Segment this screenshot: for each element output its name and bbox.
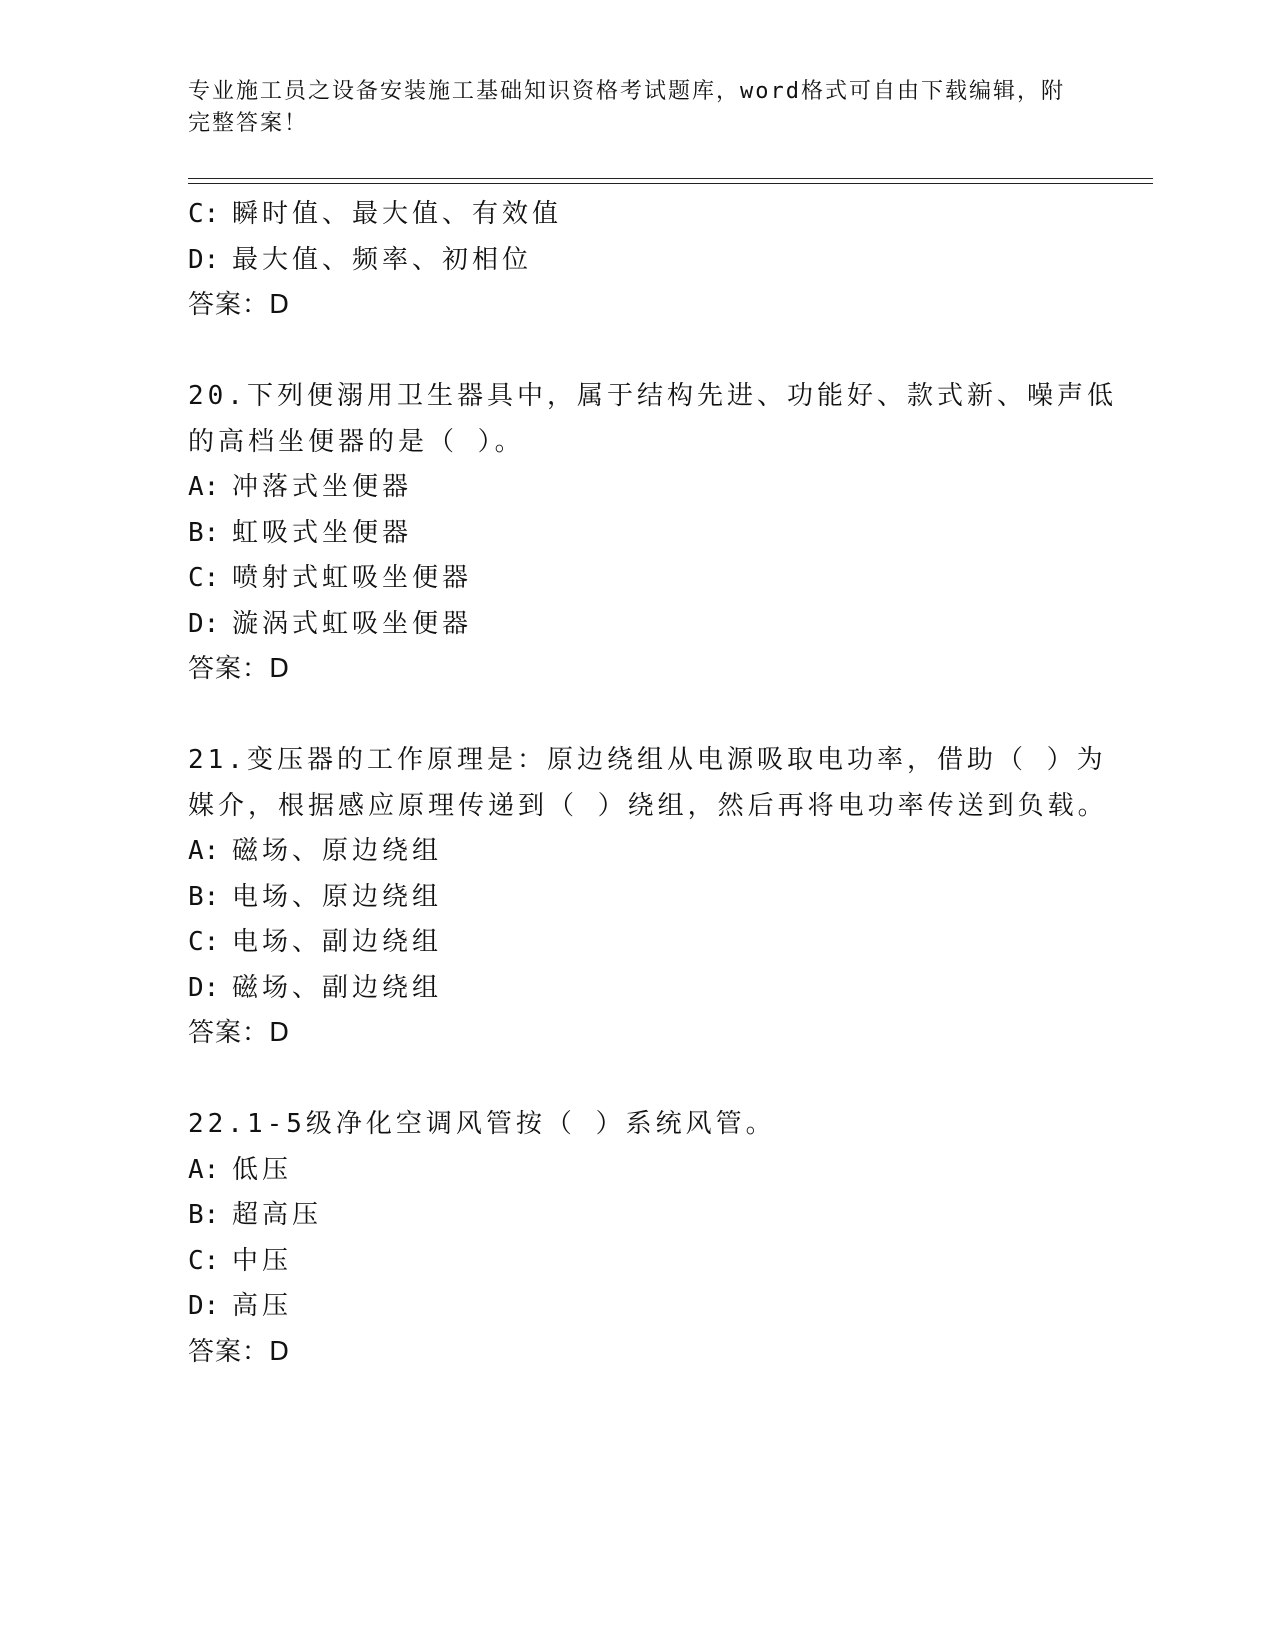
option-text: 超高压	[232, 1200, 323, 1230]
header-divider-top	[188, 178, 1153, 179]
option-text: 磁场、副边绕组	[232, 972, 443, 1003]
option-key: C:	[188, 563, 220, 593]
option-b	[188, 511, 1088, 557]
option-text: 电场、副边绕组	[232, 927, 443, 957]
option-key: C:	[188, 199, 220, 229]
option-key: C:	[188, 1245, 220, 1276]
option-key: D:	[188, 972, 220, 1003]
option-key: B:	[188, 517, 220, 548]
option-text: 最大值、频率、初相位	[232, 244, 533, 275]
option-d	[188, 966, 1088, 1012]
question-stem-line: 媒介，根据感应原理传递到（ ）绕组，然后再将电功率传送到负载。	[188, 790, 1108, 821]
document-header: 专业施工员之设备安装施工基础知识资格考试题库，word格式可自由下载编辑，附完整答案！	[188, 79, 1065, 136]
option-key: B:	[188, 881, 220, 912]
question-stem-line: 21.变压器的工作原理是：原边绕组从电源吸取电功率，借助（ ）为	[188, 745, 1107, 775]
document-body	[188, 192, 1117, 1375]
answer-line: 答案：D	[188, 290, 291, 320]
option-b	[188, 875, 1088, 921]
option-text: 喷射式虹吸坐便器	[232, 563, 473, 593]
option-text: 电场、原边绕组	[232, 881, 443, 912]
question-stem-line: 22.1-5级净化空调风管按（ ）系统风管。	[188, 1109, 776, 1139]
option-c	[188, 192, 1088, 238]
option-key: D:	[188, 1291, 220, 1321]
option-key: C:	[188, 927, 220, 957]
option-b	[188, 1193, 1088, 1239]
option-d	[188, 602, 1088, 648]
option-text: 磁场、原边绕组	[232, 836, 443, 866]
spacer	[188, 1057, 1088, 1103]
option-key: D:	[188, 608, 220, 639]
option-a	[188, 1148, 1088, 1194]
answer-line: 答案：D	[188, 1018, 291, 1048]
option-text: 中压	[232, 1245, 293, 1276]
option-text: 瞬时值、最大值、有效值	[232, 199, 563, 229]
option-key: D:	[188, 244, 220, 275]
option-c	[188, 556, 1088, 602]
option-a	[188, 829, 1088, 875]
option-key: B:	[188, 1200, 220, 1230]
option-a	[188, 465, 1088, 511]
option-d	[188, 1284, 1088, 1330]
option-c	[188, 1239, 1088, 1285]
answer-line: 答案：D	[188, 1336, 291, 1367]
option-key: A:	[188, 836, 220, 866]
question-stem-line: 的高档坐便器的是（ ）。	[188, 426, 525, 457]
option-text: 冲落式坐便器	[232, 472, 413, 502]
option-text: 虹吸式坐便器	[232, 517, 413, 548]
option-text: 低压	[232, 1154, 293, 1185]
option-text: 漩涡式虹吸坐便器	[232, 608, 473, 639]
answer-line: 答案：D	[188, 654, 291, 684]
option-key: A:	[188, 472, 220, 502]
header-divider-bottom	[188, 183, 1153, 184]
spacer	[188, 693, 1088, 739]
question-stem-line: 20.下列便溺用卫生器具中，属于结构先进、功能好、款式新、噪声低	[188, 381, 1117, 411]
spacer	[188, 329, 1088, 375]
option-c	[188, 920, 1088, 966]
option-key: A:	[188, 1154, 220, 1185]
option-d	[188, 238, 1088, 284]
option-text: 高压	[232, 1291, 293, 1321]
